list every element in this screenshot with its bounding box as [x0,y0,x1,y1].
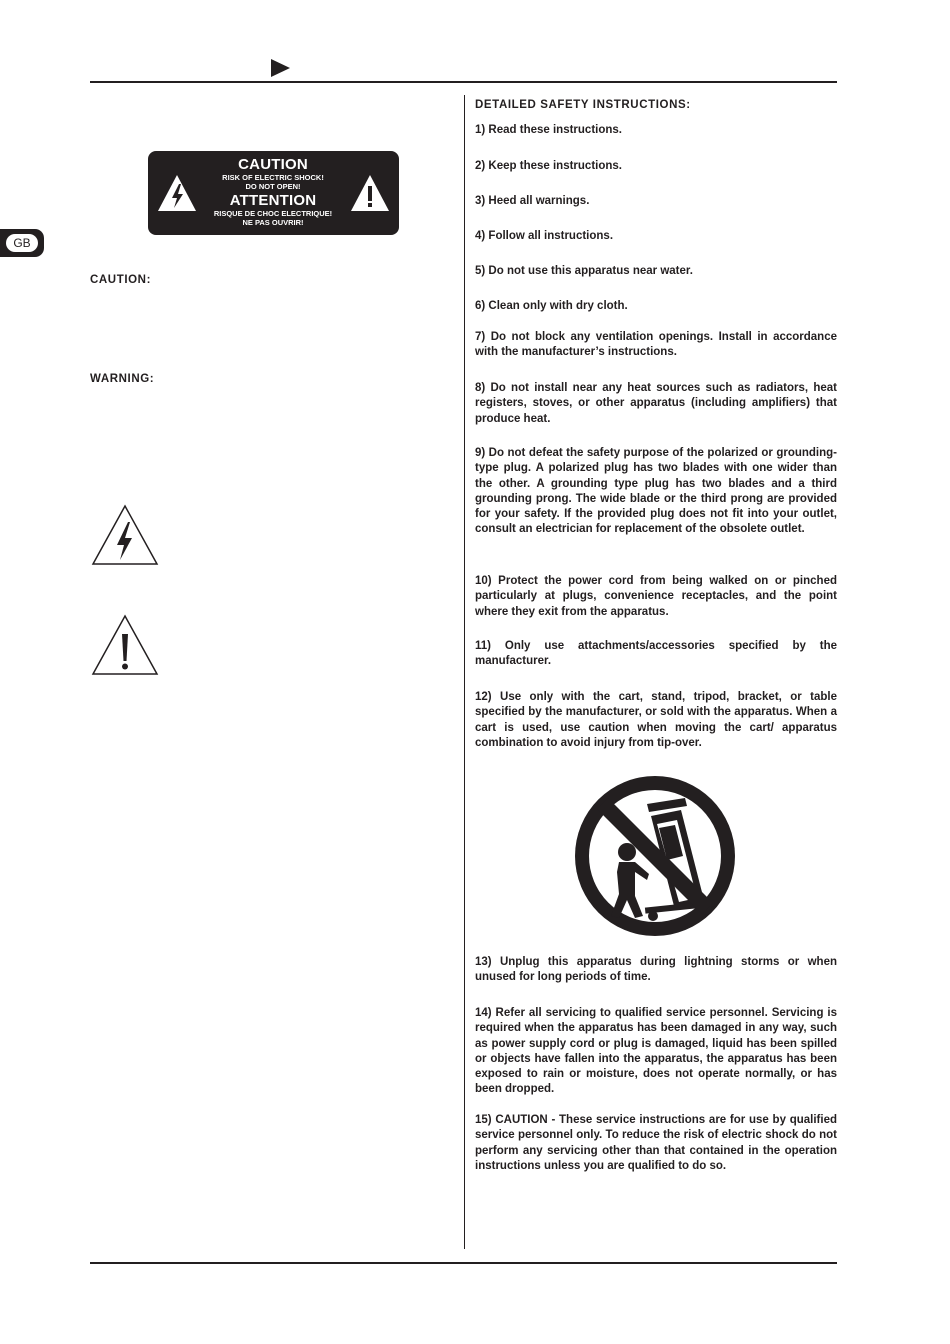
safety-item: 9) Do not defeat the safety purpose of the polarized or grounding-type plug. A polarized plug has two blades with one wider than the other. A grounding type plug has two blades and a third grounding prong. The wide blade or the third prong are provided for your safety. If the provided plug does not fit into your outlet, consult an electrician for replacement of the obsolete outlet. [475,447,837,536]
caution-sticker-line: DO NOT OPEN! [245,182,301,191]
language-tab [0,229,44,257]
safety-item: 14) Refer all servicing to qualified service personnel. Servicing is required when the apparatus has been damaged in any way, such as power supply cord or plug is damaged, liquid has been spilled or objects have fallen into the apparatus, the apparatus has been exposed to rain or moisture, does not operate normally, or has been dropped. [475,1007,837,1096]
safety-heading: DETAILED SAFETY INSTRUCTIONS: [475,99,691,111]
language-tab-label: GB [6,234,38,252]
safety-item: 10) Protect the power cord from being walked on or pinched particularly at plugs, convenience receptacles, and the point where they exit from the apparatus. [475,575,837,618]
attention-sticker-line: NE PAS OUVRIR! [242,218,304,227]
safety-item: 2) Keep these instructions. [475,160,622,172]
lightning-bolt-triangle-icon [91,504,159,566]
column-divider [464,95,465,1249]
safety-item: 5) Do not use this apparatus near water. [475,265,693,277]
safety-item: 12) Use only with the cart, stand, tripod, bracket, or table specified by the manufacturer, or sold with the apparatus. When a cart is used, use caution when moving the cart/ apparatus combination to avoid injury from tip-over. [475,691,837,749]
attention-sticker-line: RISQUE DE CHOC ELECTRIQUE! [213,209,333,218]
safety-item: 1) Read these instructions. [475,124,622,136]
safety-item: 4) Follow all instructions. [475,230,614,242]
safety-item: 6) Clean only with dry cloth. [475,300,628,312]
cart-tip-over-warning-icon [575,776,735,936]
caution-sticker [148,151,399,235]
caution-sticker-title: CAUTION [238,156,308,173]
play-arrow-icon [271,59,290,77]
safety-item: 15) CAUTION - These service instructions are for use by qualified service personnel only. To reduce the risk of electric shock do not perform any servicing other than that contained in the operation instructions unless you are qualified to do so. [475,1114,837,1172]
safety-item: 7) Do not block any ventilation openings. Install in accordance with the manufacturer’s instructions. [475,331,837,359]
header-rule [90,81,837,83]
attention-sticker-title: ATTENTION [229,192,317,209]
safety-item: 3) Heed all warnings. [475,195,590,207]
warning-heading: WARNING: [90,373,155,385]
caution-sticker-line: RISK OF ELECTRIC SHOCK! [222,173,324,182]
safety-item: 11) Only use attachments/accessories specified by the manufacturer. [475,640,837,668]
footer-rule [90,1262,837,1264]
caution-heading: CAUTION: [90,274,152,286]
exclamation-triangle-icon [91,614,159,676]
safety-item: 13) Unplug this apparatus during lightning storms or when unused for long periods of time. [475,956,837,984]
safety-item: 8) Do not install near any heat sources such as radiators, heat registers, stoves, or other apparatus (including amplifiers) that produce heat. [475,382,837,425]
